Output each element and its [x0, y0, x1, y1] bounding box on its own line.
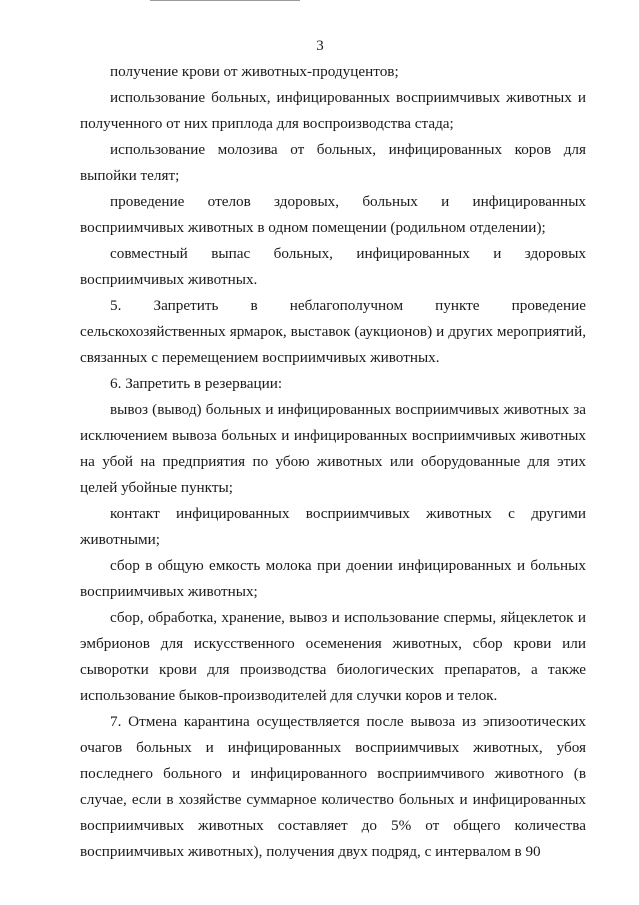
paragraph: сбор, обработка, хранение, вывоз и использование спермы, яйцеклеток и эмбрионов для искусственного осеменения животных, сбор крови или сыворотки крови для производства биологических препаратов, а также использование быков-производителей для случки коров и телок. [80, 609, 586, 704]
paragraph: контакт инфицированных восприимчивых животных с другими животными; [80, 505, 586, 548]
paragraph: использование молозива от больных, инфицированных коров для выпойки телят; [80, 141, 586, 184]
paragraph: получение крови от животных-продуцентов; [110, 63, 399, 80]
scan-edge-line [150, 0, 300, 1]
paragraph: сбор в общую емкость молока при доении инфицированных и больных восприимчивых животных; [80, 557, 586, 600]
paragraph: 5. Запретить в неблагополучном пункте проведение сельскохозяйственных ярмарок, выставок (аукционов) и других мероприятий, связанных с перемещением восприимчивых животных. [80, 297, 586, 366]
paragraph: 7. Отмена карантина осуществляется после вывоза из эпизоотических очагов больных и инфицированных восприимчивых животных, убоя последнего больного и инфицированного восприимчивого животного (в случае, если в хозяйстве суммарное количество больных и инфицированных восприимчивых животных составляет до 5% от общего количества восприимчивых животных), получения двух подряд, с интервалом в 90 [80, 713, 586, 860]
paragraph: использование больных, инфицированных восприимчивых животных и полученного от них приплода для воспроизводства стада; [80, 89, 586, 132]
document-body [80, 59, 586, 865]
paragraph: 6. Запретить в резервации: [110, 375, 283, 392]
page-number: 3 [316, 38, 324, 54]
paragraph: совместный выпас больных, инфицированных и здоровых восприимчивых животных. [80, 245, 586, 288]
paragraph: проведение отелов здоровых, больных и инфицированных восприимчивых животных в одном помещении (родильном отделении); [80, 193, 586, 236]
paragraph: вывоз (вывод) больных и инфицированных восприимчивых животных за исключением вывоза больных и инфицированных восприимчивых животных на убой на предприятия по убою животных или оборудованные для этих целей убойные пункты; [80, 401, 586, 496]
